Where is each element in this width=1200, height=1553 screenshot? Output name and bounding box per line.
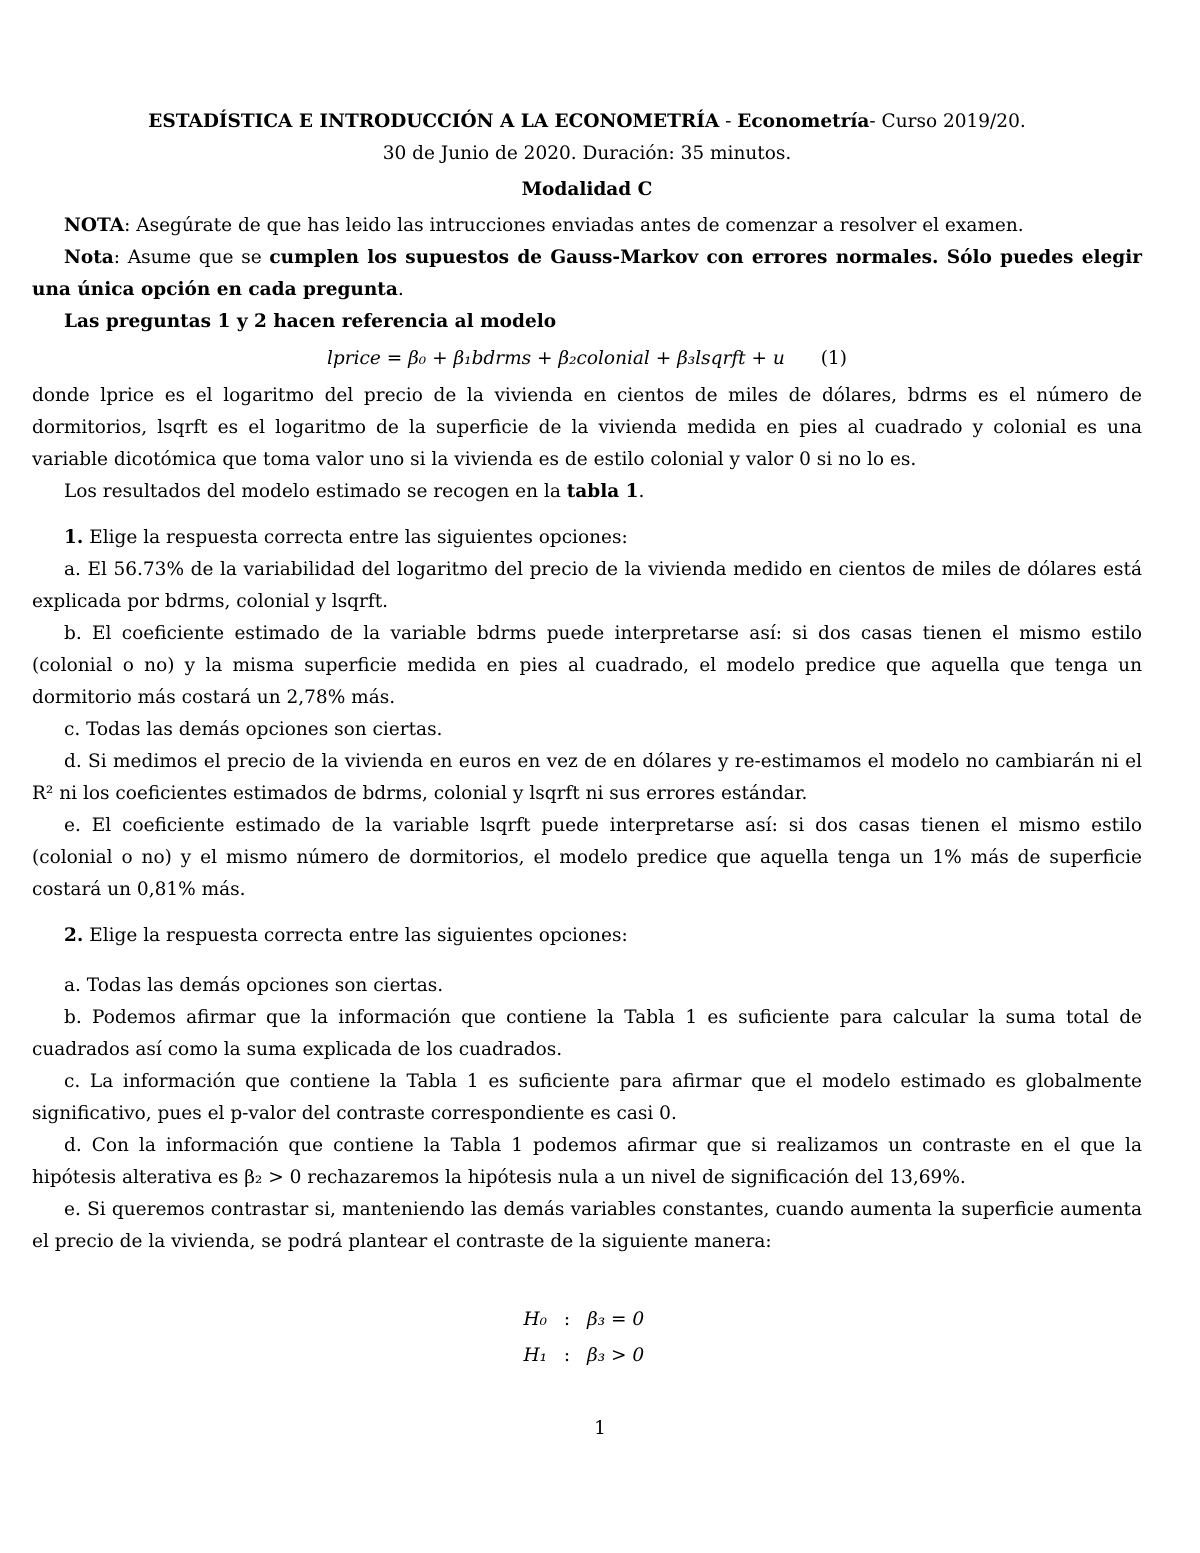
question-1-option-c: c. Todas las demás opciones son ciertas. (64, 719, 443, 740)
question-1-option-a: a. El 56.73% de la variabilidad del logaritmo del precio de la vivienda medido en cientos de miles de dólares está explicada por bdrms, colonial y lsqrft. (32, 559, 1142, 612)
note2-label: Nota (64, 247, 114, 268)
equation-number: (1) (820, 348, 847, 369)
question-2-option-a: a. Todas las demás opciones son ciertas. (64, 975, 444, 996)
question-2-text: Elige la respuesta correcta entre las siguientes opciones: (89, 925, 628, 946)
question-1-text: Elige la respuesta correcta entre las siguientes opciones: (89, 527, 628, 548)
question-1-number: 1. (64, 527, 84, 548)
question-1-option-b: b. El coeficiente estimado de la variable bdrms puede interpretarse así: si dos casas tienen el mismo estilo (colonial o no) y la misma superficie medida en pies al cuadrado, el modelo predice que aquella que tenga un dormitorio más costará un 2,78% más. (32, 623, 1142, 708)
question-1-option-e: e. El coeficiente estimado de la variable lsqrft puede interpretarse así: si dos casas tienen el mismo estilo (colonial o no) y el mismo número de dormitorios, el modelo predice que aquella tenga un 1% más de superficie costará un 0,81% más. (32, 815, 1142, 900)
null-hypothesis-colon: : (563, 1309, 571, 1330)
question-1-option-d: d. Si medimos el precio de la vivienda en euros en vez de en dólares y re-estimamos el modelo no cambiarán ni el R² ni los coeficientes estimados de bdrms, colonial y lsqrft ni sus errores estándar. (32, 751, 1142, 804)
question-2-prompt (32, 920, 1142, 952)
note-text: : Asegúrate de que has leido las intrucciones enviadas antes de comenzar a resolver el examen. (124, 215, 1024, 236)
alternative-hypothesis-label: H₁ (523, 1345, 547, 1366)
model-intro: Las preguntas 1 y 2 hacen referencia al modelo (64, 311, 557, 332)
exam-date: 30 de Junio de 2020. Duración: 35 minutos. (382, 143, 792, 164)
note2-bold: cumplen los supuestos de Gauss-Markov con errores normales. Sólo puedes elegir una única opción en cada pregunta (32, 247, 1142, 300)
null-hypothesis-expr: β₃ = 0 (587, 1309, 645, 1330)
question-2-option-b: b. Podemos afirmar que la información que contiene la Tabla 1 es suficiente para calcular la suma total de cuadrados así como la suma explicada de los cuadrados. (32, 1007, 1142, 1060)
table-reference-text: Los resultados del modelo estimado se recogen en la (64, 481, 567, 502)
alternative-hypothesis-colon: : (563, 1345, 571, 1366)
question-2-number: 2. (64, 925, 84, 946)
variable-description: donde lprice es el logaritmo del precio de la vivienda en cientos de miles de dólares, bdrms es el número de dormitorios, lsqrft es el logaritmo de la superficie de la vivienda medida en pies al cuadrado y colonial es una variable dicotómica que toma valor uno si la vivienda es de estilo colonial y valor 0 si no lo es. (32, 385, 1142, 470)
question-1-prompt (32, 522, 1142, 554)
question-2-option-e: e. Si queremos contrastar si, manteniendo las demás variables constantes, cuando aumenta la superficie aumenta el precio de la vivienda, se podrá plantear el contraste de la siguiente manera: (32, 1199, 1142, 1252)
question-2-option-d: d. Con la información que contiene la Tabla 1 podemos afirmar que si realizamos un contraste en el que la hipótesis alterativa es β₂ > 0 rechazaremos la hipótesis nula a un nivel de significación del 13,69%. (32, 1135, 1142, 1188)
course-title: ESTADÍSTICA E INTRODUCCIÓN A LA ECONOMETRÍA (148, 111, 720, 132)
model-equation (32, 338, 1142, 380)
note-instructions (32, 210, 1142, 242)
question-2-option-c: c. La información que contiene la Tabla 1 es suficiente para afirmar que el modelo estimado es globalmente significativo, pues el p-valor del contraste correspondiente es casi 0. (32, 1071, 1142, 1124)
exam-modality: Modalidad C (521, 179, 653, 200)
course-year: - Curso 2019/20. (869, 111, 1026, 132)
null-hypothesis-label: H₀ (523, 1309, 547, 1330)
equation-text: lprice = β₀ + β₁bdrms + β₂colonial + β₃lsqrft + u (327, 348, 785, 369)
table-reference-bold: tabla 1 (566, 481, 639, 502)
alternative-hypothesis-expr: β₃ > 0 (587, 1345, 645, 1366)
page-number: 1 (594, 1418, 606, 1439)
note2-end: . (397, 279, 404, 300)
exam-title (32, 106, 1142, 138)
table-reference-end: . (638, 481, 645, 502)
title-separator: - (719, 111, 738, 132)
subject-name: Econometría (737, 111, 870, 132)
note2-text: : Asume que se (113, 247, 270, 268)
alternative-hypothesis (507, 1338, 667, 1374)
hypothesis-block (507, 1302, 667, 1374)
null-hypothesis (507, 1302, 667, 1338)
table-reference (32, 476, 1142, 508)
note-label: NOTA (64, 215, 125, 236)
note-assumptions (32, 242, 1142, 306)
